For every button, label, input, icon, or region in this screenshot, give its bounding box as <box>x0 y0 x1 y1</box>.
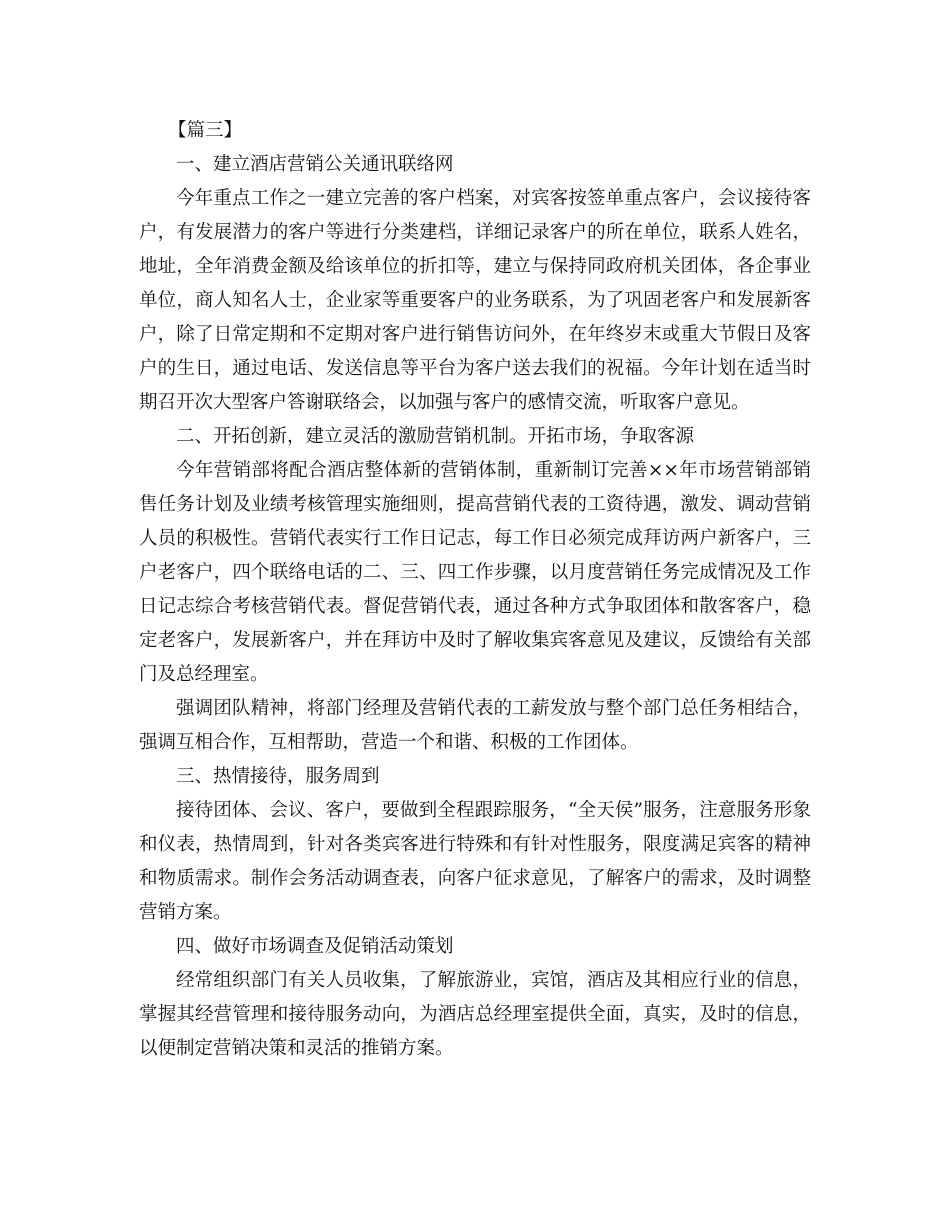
body-paragraph: 经常组织部门有关人员收集，了解旅游业，宾馆，酒店及其相应行业的信息，掌握其经营管理和接待服务动向，为酒店总经理室提供全面，真实，及时的信息，以便制定营销决策和灵活的推销方案。 <box>139 970 811 1059</box>
section-heading: 三、热情接待，服务周到 <box>176 766 380 787</box>
body-paragraph: 今年重点工作之一建立完善的客户档案，对宾客按签单重点客户，会议接待客户，有发展潜力的客户等进行分类建档，详细记录客户的所在单位，联系人姓名，地址，全年消费金额及给该单位的折扣等，建立与保持同政府机关团体，各企事业单位，商人知名人士，企业家等重要客户的业务联系，为了巩固老客户和发展新客户，除了日常定期和不定期对客户进行销售访问外，在年终岁末或重大节假日及客户的生日，通过电话、发送信息等平台为客户送去我们的祝福。今年计划在适当时期召开次大型客户答谢联络会，以加强与客户的感情交流，听取客户意见。 <box>139 188 811 413</box>
section-heading: 四、做好市场调查及促销活动策划 <box>176 936 454 957</box>
body-paragraph: 接待团体、会议、客户，要做到全程跟踪服务，“全天侯”服务，注意服务形象和仪表，热情周到，针对各类宾客进行特殊和有针对性服务，限度满足宾客的精神和物质需求。制作会务活动调查表，向客户征求意见，了解客户的需求，及时调整营销方案。 <box>139 800 811 923</box>
section-heading: 二、开拓创新，建立灵活的激励营销机制。开拓市场，争取客源 <box>176 426 695 447</box>
body-paragraph: 今年营销部将配合酒店整体新的营销体制，重新制订完善××年市场营销部销售任务计划及业绩考核管理实施细则，提高营销代表的工资待遇，激发、调动营销人员的积极性。营销代表实行工作日记志，每工作日必须完成拜访两户新客户，三户老客户，四个联络电话的二、三、四工作步骤，以月度营销任务完成情况及工作日记志综合考核营销代表。督促营销代表，通过各种方式争取团体和散客客户，稳定老客户，发展新客户，并在拜访中及时了解收集宾客意见及建议，反馈给有关部门及总经理室。 <box>139 460 811 685</box>
document-body <box>139 114 811 1066</box>
document-title: 【篇三】 <box>168 120 243 141</box>
section-heading: 一、建立酒店营销公关通讯联络网 <box>176 154 454 175</box>
body-paragraph: 强调团队精神，将部门经理及营销代表的工薪发放与整个部门总任务相结合，强调互相合作，互相帮助，营造一个和谐、积极的工作团体。 <box>139 698 811 753</box>
